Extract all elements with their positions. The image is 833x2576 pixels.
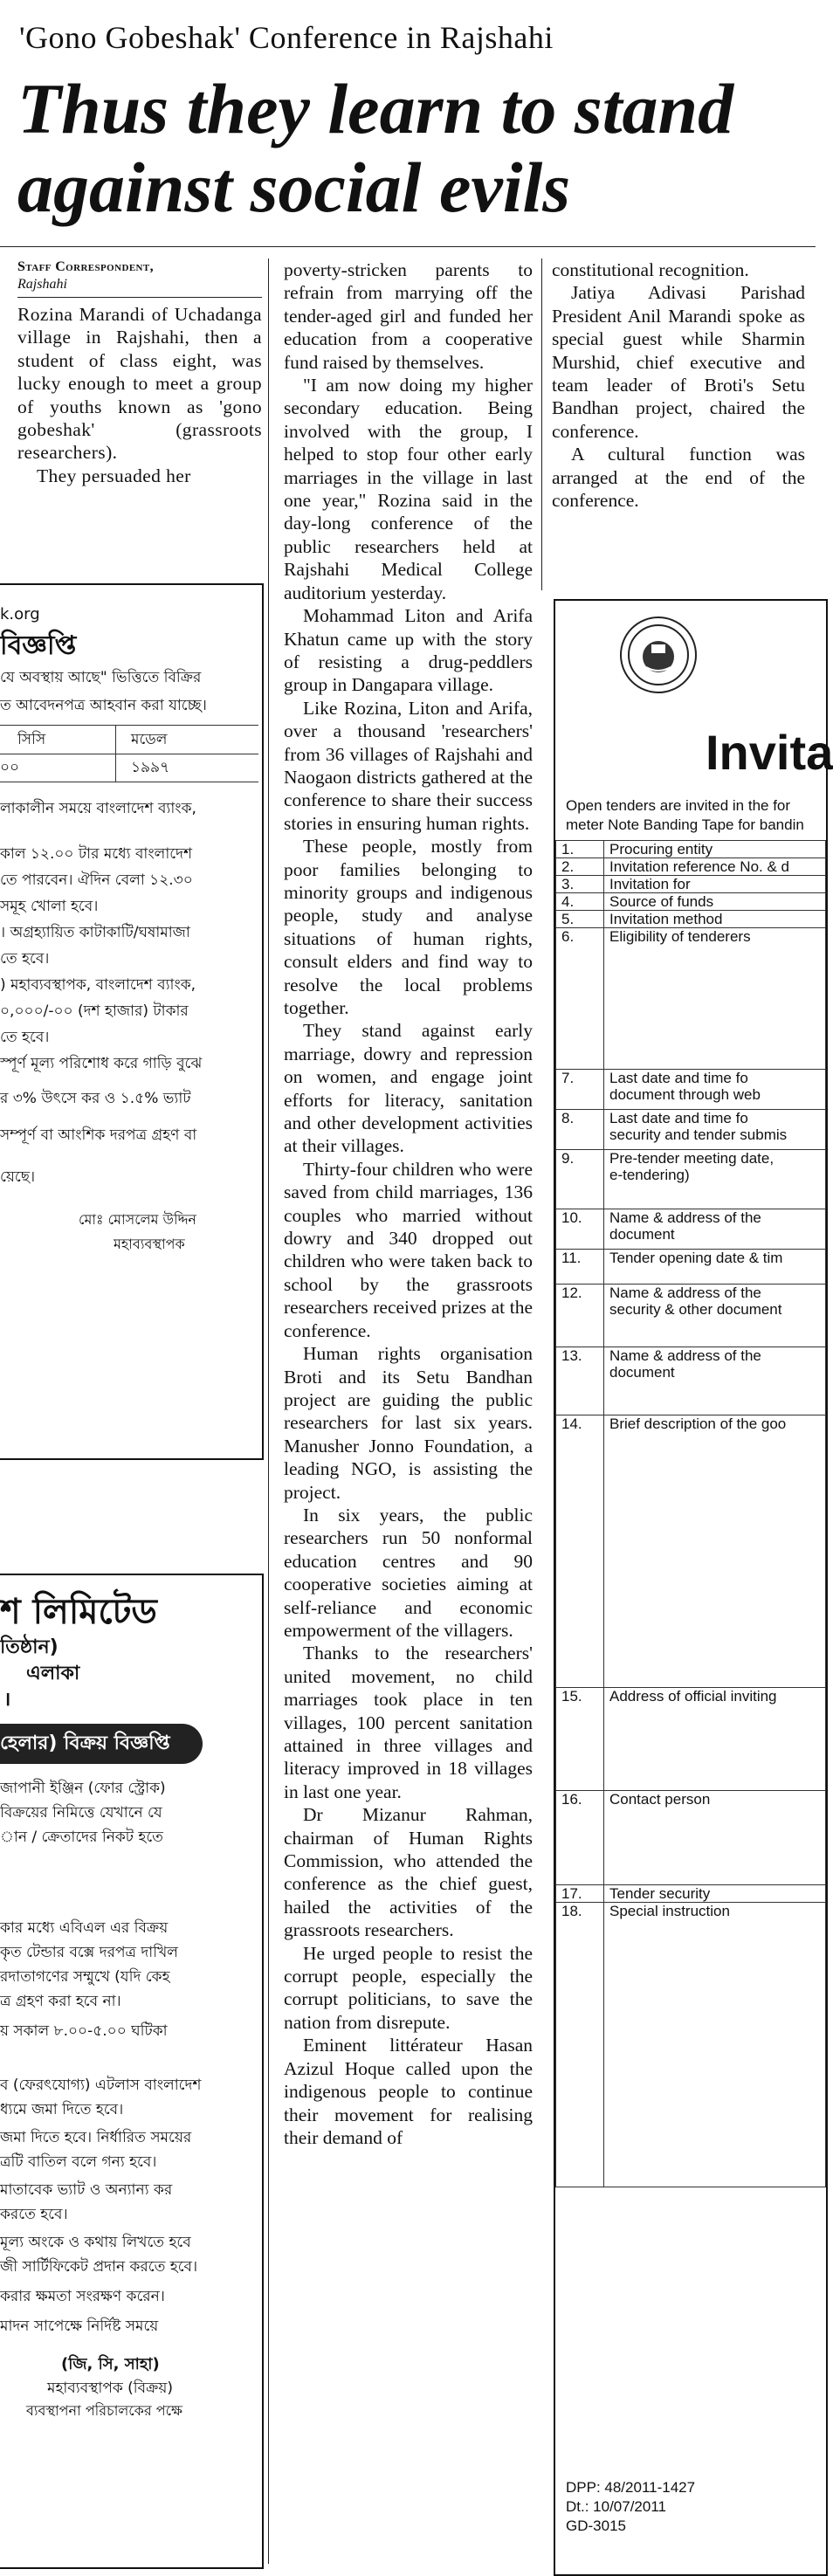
paragraph: Rozina Marandi of Uchadanga village in Rajshahi, then a student of class eight, was lucky enough to meet a group of youths known as 'gono gobeshak' (grassroots researchers). bbox=[17, 304, 262, 464]
tender-gd: GD-3015 bbox=[566, 2517, 626, 2534]
table-row bbox=[556, 1885, 826, 1903]
ad-line: বিক্রয়ের নিমিত্তে যেখানে যে bbox=[0, 1804, 162, 1822]
article-headline bbox=[17, 70, 803, 227]
table-row bbox=[556, 1791, 826, 1885]
paragraph: These people, mostly from poor families belonging to minority groups and indigenous people, study and analyse situations of human rights, consult elders and find way to resolve the local problems together. bbox=[284, 836, 533, 1018]
row-number: 7. bbox=[556, 1070, 604, 1110]
row-label: Procuring entity bbox=[604, 841, 826, 858]
row-number: 5. bbox=[556, 911, 604, 928]
dateline: Rajshahi bbox=[17, 277, 67, 292]
col-cc: সিসি bbox=[17, 731, 46, 748]
tender-title: Invita bbox=[706, 725, 833, 780]
paragraph: He urged people to resist the corrupt people, especially the corrupt politicians, to save the nation from disrepute. bbox=[284, 1942, 533, 2033]
article-col-2 bbox=[284, 258, 533, 2149]
ad-intro: যে অবস্থায় আছে" ভিত্তিতে বিক্রির bbox=[0, 669, 202, 686]
ad-line: সমূহ খোলা হবে। bbox=[0, 898, 99, 915]
paragraph: Like Rozina, Liton and Arifa, over a thousand 'researchers' from 36 villages of Rajshahi and Naogaon districts gathered at the conference to share their success stories in ensuring human rights. bbox=[284, 697, 533, 834]
article-kicker: 'Gono Gobeshak' Conference in Rajshahi bbox=[19, 20, 554, 55]
row-label: Source of funds bbox=[604, 893, 826, 911]
ad-line: । bbox=[3, 1689, 11, 1711]
paragraph: Jatiya Adivasi Parishad President Anil Marandi spoke as special guest while Sharmin Murshid, chief executive and team leader of Broti's Setu Bandhan project, chaired the conference. bbox=[552, 282, 805, 442]
ad-line: ান / ক্রেতাদের নিকট হতে bbox=[0, 1829, 163, 1846]
table-row bbox=[556, 1110, 826, 1150]
ad-line: তে পারবেন। ঐদিন বেলা ১২.৩০ bbox=[0, 871, 193, 889]
tender-intro-line: Open tenders are invited in the for bbox=[566, 797, 791, 814]
ad-line: জাপানী ইঞ্জিন (ফোর স্ট্রোক) bbox=[0, 1780, 166, 1797]
table-row bbox=[556, 1285, 826, 1347]
headline-line-1: Thus they learn to stand bbox=[17, 69, 734, 148]
ad-signatory: (জি, সি, সাহা) bbox=[61, 2355, 160, 2373]
table-row bbox=[556, 858, 826, 876]
article-col-3 bbox=[552, 258, 805, 512]
cell-model: ১৯৯৭ bbox=[131, 759, 170, 776]
tender-date: Dt.: 10/07/2011 bbox=[566, 2498, 666, 2515]
paragraph: In six years, the public researchers run 50 nonformal education centres and 90 cooperative societies aiming at self-reliance and economic empowerment of the villagers. bbox=[284, 1504, 533, 1641]
ad-line: জী সার্টিফিকেট প্রদান করতে হবে। bbox=[0, 2258, 198, 2276]
ad-signatory: মোঃ মোসলেম উদ্দিন bbox=[79, 1211, 196, 1228]
cell-cc: ০০ bbox=[0, 759, 20, 776]
row-label: Name & address of the document bbox=[604, 1347, 826, 1415]
paragraph: "I am now doing my higher secondary education. Being involved with the group, I helped to stop four other early marriages in the village in last one year," Rozina said in the day-long conference of the public researchers held at Rajshahi Medical College auditorium yesterday. bbox=[284, 375, 533, 603]
table-row bbox=[556, 1070, 826, 1110]
ad-sale-content bbox=[0, 1589, 258, 2422]
ad-banner: হেলার) বিক্রয় বিজ্ঞপ্তি bbox=[0, 1724, 203, 1764]
headline-line-2: against social evils bbox=[17, 148, 571, 227]
table-row bbox=[556, 1903, 826, 2187]
row-number: 12. bbox=[556, 1285, 604, 1347]
row-label: Name & address of the security & other document bbox=[604, 1285, 826, 1347]
row-label: Last date and time fo security and tender submis bbox=[604, 1110, 826, 1150]
ad-line: র ৩% উৎসে কর ও ১.৫% ভ্যাট bbox=[0, 1090, 191, 1107]
article-col-1 bbox=[17, 258, 262, 487]
table-row bbox=[556, 911, 826, 928]
row-label: Brief description of the goo bbox=[604, 1415, 826, 1688]
row-label: Special instruction bbox=[604, 1903, 826, 2187]
ad-line: য় সকাল ৮.০০-৫.০০ ঘটিকা bbox=[0, 2022, 168, 2040]
ad-company: শ লিমিটেড bbox=[0, 1592, 157, 1632]
row-number: 3. bbox=[556, 876, 604, 893]
paragraph: Eminent littérateur Hasan Azizul Hoque called upon the indigenous people to continue their movement for realising their demand of bbox=[284, 2035, 533, 2148]
ad-footer: ব্যবস্থাপনা পরিচালকের পক্ষে bbox=[26, 2402, 183, 2419]
table-row bbox=[556, 928, 826, 1070]
table-row bbox=[556, 1415, 826, 1688]
ad-intro: ত আবেদনপত্র আহবান করা যাচ্ছে। bbox=[0, 697, 207, 714]
ad-notice-content bbox=[0, 601, 258, 1257]
ad-designation: মহাব্যবস্থাপক bbox=[114, 1236, 185, 1252]
row-number: 10. bbox=[556, 1209, 604, 1250]
row-label: Address of official inviting bbox=[604, 1688, 826, 1791]
row-number: 1. bbox=[556, 841, 604, 858]
col-model: মডেল bbox=[131, 731, 168, 748]
ad-line: তে হবে। bbox=[0, 950, 50, 968]
ad-line: ধ্যমে জমা দিতে হবে। bbox=[0, 2101, 124, 2118]
paragraph: A cultural function was arranged at the end of the conference. bbox=[552, 444, 805, 512]
paragraph: Thanks to the researchers' united movement, no child marriages took place in ten villages, 100 percent sanitation attained in three villages and literacy improved in 18 villages in last one year. bbox=[284, 1643, 533, 1802]
row-number: 13. bbox=[556, 1347, 604, 1415]
ad-line: ০,০০০/-০০ (দশ হাজার) টাকার bbox=[0, 1002, 189, 1020]
paragraph: They stand against early marriage, dowry and repression on women, and engage joint efforts for literacy, sanitation and other development activities at their villages. bbox=[284, 1020, 533, 1157]
ad-line: মূল্য অংকে ও কথায় লিখতে হবে bbox=[0, 2234, 191, 2251]
ad-line: লাকালীন সময়ে বাংলাদেশ ব্যাংক, bbox=[0, 800, 196, 817]
ad-line: জমা দিতে হবে। নির্ধারিত সময়ের bbox=[0, 2129, 192, 2146]
tender-dpp: DPP: 48/2011-1427 bbox=[566, 2479, 696, 2496]
byline: Staff Correspondent, bbox=[17, 259, 155, 274]
row-number: 15. bbox=[556, 1688, 604, 1791]
tender-table bbox=[555, 840, 826, 2187]
row-number: 4. bbox=[556, 893, 604, 911]
table-row bbox=[556, 841, 826, 858]
ad-designation: মহাব্যবস্থাপক (বিক্রয়) bbox=[47, 2380, 173, 2397]
ad-line: মাদন সাপেক্ষে নির্দিষ্ট সময়ে bbox=[0, 2318, 159, 2335]
table-row bbox=[556, 1250, 826, 1285]
row-number: 2. bbox=[556, 858, 604, 876]
paragraph: Thirty-four children who were saved from child marriages, 136 couples who married without dowry and 340 dropped out children who were taken back to school by the grassroots researchers received prizes at the conference. bbox=[284, 1158, 533, 1341]
ad-line: রদাতাগণের সম্মুখে (যদি কেহ bbox=[0, 1968, 170, 1986]
ad-line: ব (ফেরৎযোগ্য) এটলাস বাংলাদেশ bbox=[0, 2077, 202, 2094]
ad-line: স্পূর্ণ মূল্য পরিশোধ করে গাড়ি বুঝে bbox=[0, 1055, 203, 1072]
ad-line: কৃত টেন্ডার বক্সে দরপত্র দাখিল bbox=[0, 1944, 178, 1961]
ad-line: এলাকা bbox=[26, 1663, 80, 1684]
paragraph: They persuaded her bbox=[37, 465, 191, 486]
row-label: Name & address of the document bbox=[604, 1209, 826, 1250]
row-label: Last date and time fo document through web bbox=[604, 1070, 826, 1110]
paragraph: constitutional recognition. bbox=[552, 259, 749, 280]
table-row bbox=[556, 876, 826, 893]
row-label: Tender security bbox=[604, 1885, 826, 1903]
ad-line: মাতাবেক ভ্যাট ও অন্যান্য কর bbox=[0, 2181, 173, 2199]
ad-line: তে হবে। bbox=[0, 1029, 50, 1046]
ad-url: k.org bbox=[0, 605, 40, 623]
ad-table bbox=[0, 725, 258, 782]
ad-line: সম্পূর্ণ বা আংশিক দরপত্র গ্রহণ বা bbox=[0, 1126, 197, 1144]
ad-line: । অগ্রহ্যায়িত কাটাকাটি/ঘষামাজা bbox=[0, 924, 190, 941]
row-label: Invitation for bbox=[604, 876, 826, 893]
row-label: Pre-tender meeting date, e-tendering) bbox=[604, 1150, 826, 1209]
row-number: 18. bbox=[556, 1903, 604, 2187]
row-number: 8. bbox=[556, 1110, 604, 1150]
tender-intro-line: meter Note Banding Tape for bandin bbox=[566, 816, 804, 833]
row-label: Contact person bbox=[604, 1791, 826, 1885]
ad-line: ) মহাব্যবস্থাপক, বাংলাদেশ ব্যাংক, bbox=[0, 976, 196, 994]
paragraph: poverty-stricken parents to refrain from marrying off the tender-aged girl and funded her education from a cooperative fund raised by themselves. bbox=[284, 259, 533, 373]
row-number: 6. bbox=[556, 928, 604, 1070]
ad-line: ত্র গ্রহণ করা হবে না। bbox=[0, 1993, 121, 2010]
table-row bbox=[556, 893, 826, 911]
ad-heading: বিজ্ঞপ্তি bbox=[0, 630, 77, 661]
ad-line: কার মধ্যে এবিএল এর বিক্রয় bbox=[0, 1919, 169, 1937]
row-number: 14. bbox=[556, 1415, 604, 1688]
tender-footer bbox=[566, 2478, 695, 2536]
row-label: Invitation method bbox=[604, 911, 826, 928]
row-label: Invitation reference No. & d bbox=[604, 858, 826, 876]
row-number: 11. bbox=[556, 1250, 604, 1285]
ad-line: য়েছে। bbox=[0, 1168, 36, 1186]
paragraph: Mohammad Liton and Arifa Khatun came up with the story of resisting a drug-peddlers group in Dangapara village. bbox=[284, 605, 533, 696]
row-number: 17. bbox=[556, 1885, 604, 1903]
ad-line: করতে হবে। bbox=[0, 2206, 68, 2223]
paragraph: Dr Mizanur Rahman, chairman of Human Rights Commission, who attended the conference as the chief guest, hailed the activities of the grassroots researchers. bbox=[284, 1804, 533, 1941]
ad-line: কাল ১২.০০ টার মধ্যে বাংলাদেশ bbox=[0, 845, 193, 863]
table-row bbox=[556, 1688, 826, 1791]
row-label: Eligibility of tenderers bbox=[604, 928, 826, 1070]
table-row bbox=[556, 1347, 826, 1415]
table-row bbox=[556, 1209, 826, 1250]
ad-line: ত্রটি বাতিল বলে গন্য হবে। bbox=[0, 2153, 157, 2171]
table-row bbox=[556, 1150, 826, 1209]
row-number: 16. bbox=[556, 1791, 604, 1885]
ad-line: করার ক্ষমতা সংরক্ষণ করেন। bbox=[0, 2288, 165, 2305]
row-label: Tender opening date & tim bbox=[604, 1250, 826, 1285]
ad-line: তিষ্ঠান) bbox=[0, 1636, 59, 1658]
tender-intro bbox=[566, 796, 804, 835]
row-number: 9. bbox=[556, 1150, 604, 1209]
paragraph: Human rights organisation Broti and its Setu Bandhan project are guiding the public researchers for last six years. Manusher Jonno Foundation, a leading NGO, is assisting the project. bbox=[284, 1343, 533, 1503]
emblem-icon bbox=[620, 616, 697, 693]
